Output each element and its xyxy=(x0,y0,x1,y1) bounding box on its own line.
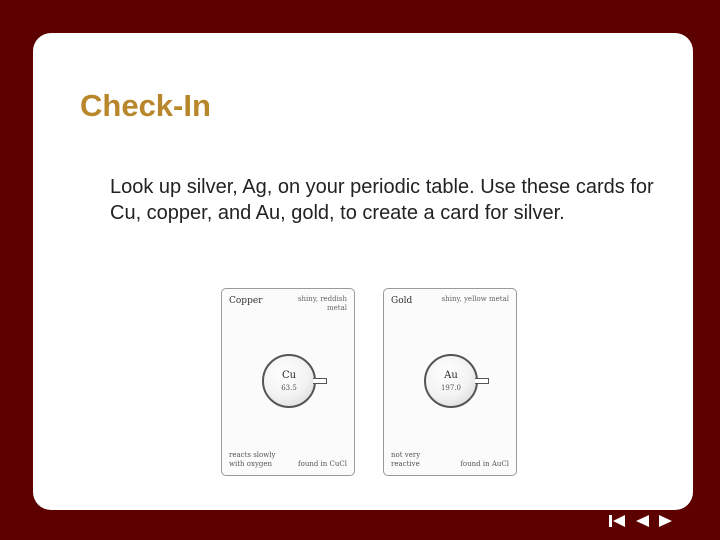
card-element-name: Gold xyxy=(391,296,413,306)
next-triangle-icon xyxy=(658,513,674,529)
card-element-name: Copper xyxy=(229,296,263,306)
element-circle-icon xyxy=(262,354,316,408)
card-reactivity: reacts slowly with oxygen xyxy=(229,451,276,468)
previous-triangle-icon xyxy=(634,513,650,529)
card-reactivity: not very reactive xyxy=(391,451,421,468)
card-atomic-mass: 63.5 xyxy=(281,384,297,392)
card-properties: shiny, reddish metal xyxy=(297,295,347,312)
first-slide-button[interactable] xyxy=(608,513,626,529)
slide-body-text: Look up silver, Ag, on your periodic table. Use these cards for Cu, copper, and Au, gold, to create a card for silver. xyxy=(110,176,654,224)
card-found-in: found in CuCl xyxy=(298,460,347,468)
copper-card xyxy=(221,288,355,476)
card-symbol: Au xyxy=(444,370,458,381)
skip-to-first-icon xyxy=(608,513,626,529)
card-symbol: Cu xyxy=(281,370,297,381)
slide-title: Check-In xyxy=(80,88,211,123)
gold-card xyxy=(383,288,517,476)
circle-stem-icon xyxy=(475,378,489,384)
circle-stem-icon xyxy=(313,378,327,384)
next-slide-button[interactable] xyxy=(658,513,674,529)
card-properties: shiny, yellow metal xyxy=(441,295,509,303)
card-found-in: found in AuCl xyxy=(460,460,509,468)
previous-slide-button[interactable] xyxy=(634,513,650,529)
element-circle-icon xyxy=(424,354,478,408)
card-atomic-mass: 197.0 xyxy=(440,384,462,392)
